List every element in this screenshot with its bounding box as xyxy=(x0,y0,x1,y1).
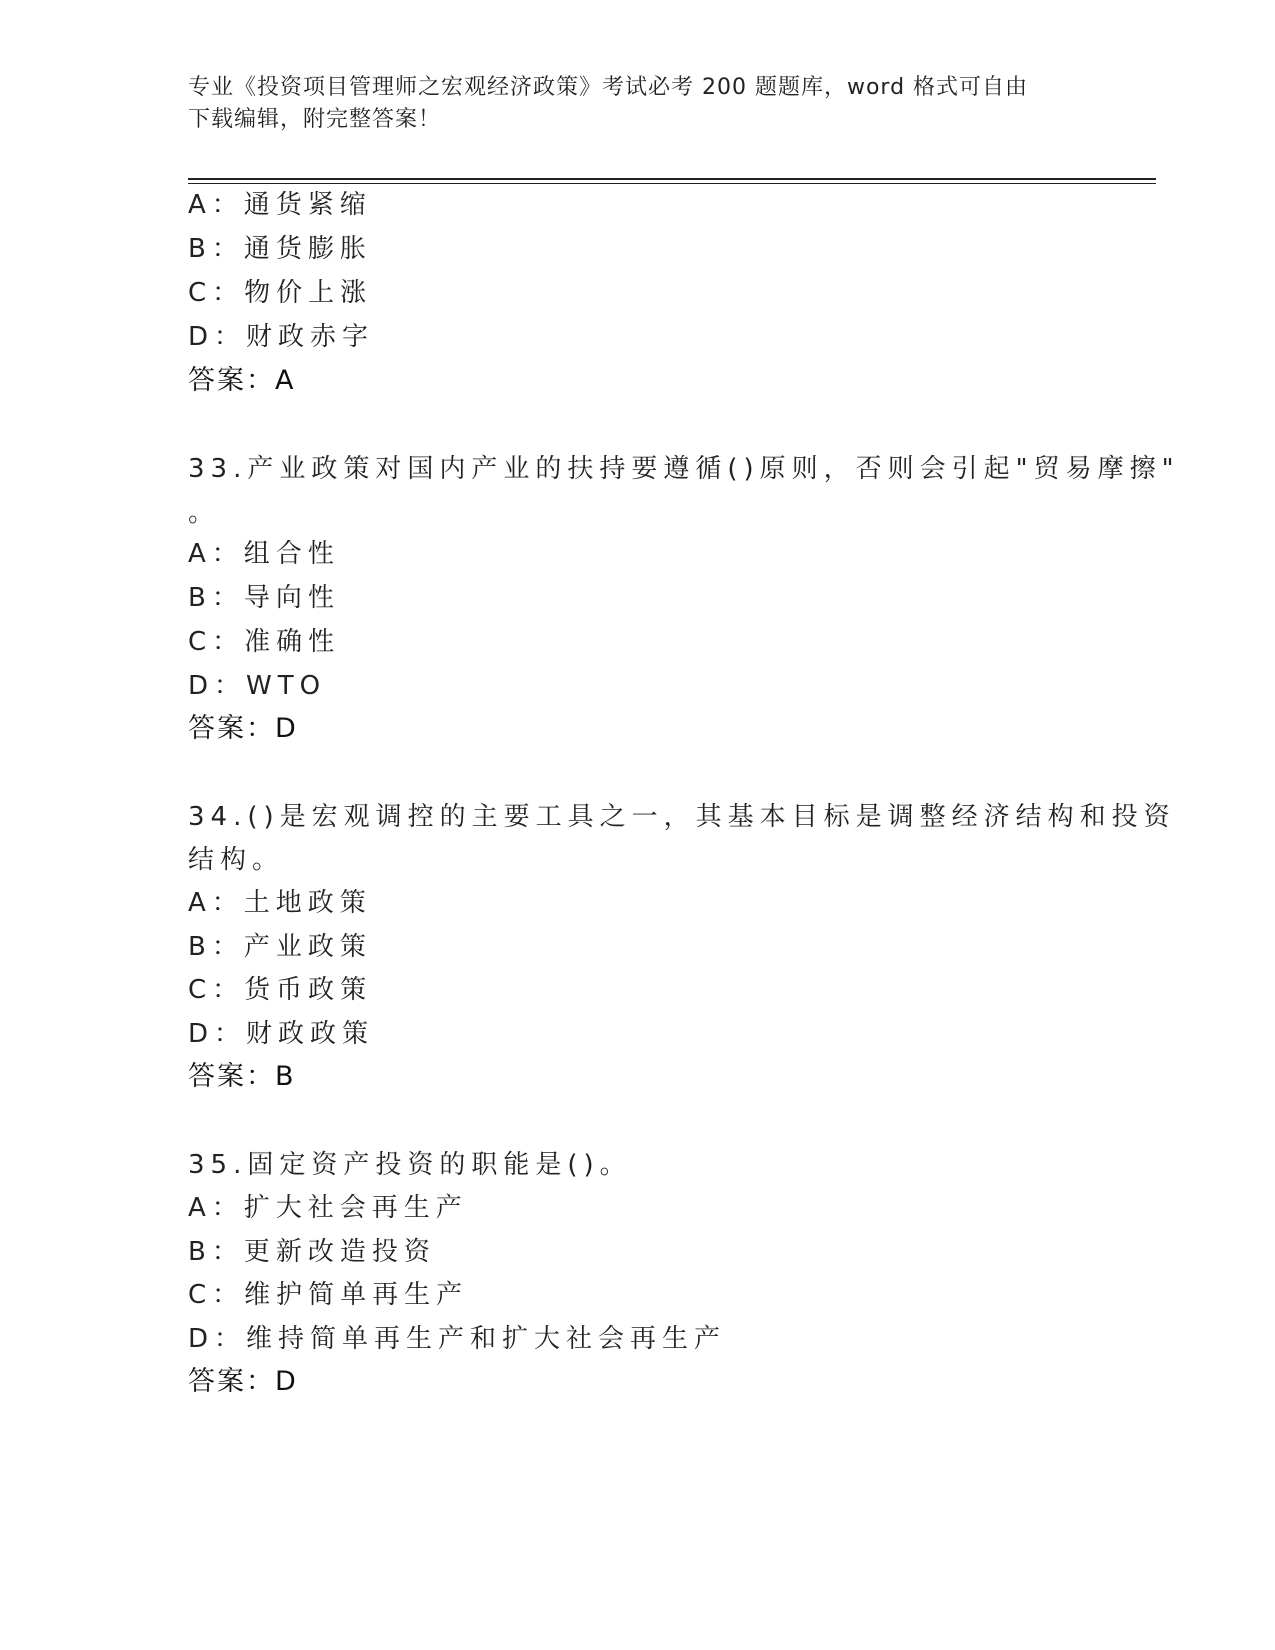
option-c: C：货币政策 xyxy=(188,975,373,1005)
intro-line-1: 专业《投资项目管理师之宏观经济政策》考试必考 200 题题库，word 格式可自由 xyxy=(188,75,1029,100)
answer-line: 答案：A xyxy=(188,365,296,396)
option-d: D：WTO xyxy=(188,671,327,701)
header-divider-thin xyxy=(188,183,1156,184)
header-divider-thick xyxy=(188,178,1156,180)
option-b: B：通货膨胀 xyxy=(188,234,372,264)
option-a: A：通货紧缩 xyxy=(188,190,372,220)
question-text-33: 33.产业政策对国内产业的扶持要遵循()原则，否则会引起"贸易摩擦" xyxy=(188,454,1180,484)
option-d: D：维持简单再生产和扩大社会再生产 xyxy=(188,1324,727,1354)
option-c: C：维护简单再生产 xyxy=(188,1280,469,1310)
option-c: C：物价上涨 xyxy=(188,278,373,308)
question-text-34-cont: 结构。 xyxy=(188,845,285,875)
option-a: A：土地政策 xyxy=(188,888,372,918)
option-d: D：财政赤字 xyxy=(188,322,375,352)
option-a: A：组合性 xyxy=(188,539,340,569)
question-text-34: 34.()是宏观调控的主要工具之一，其基本目标是调整经济结构和投资 xyxy=(188,802,1176,832)
option-a: A：扩大社会再生产 xyxy=(188,1193,468,1223)
option-b: B：导向性 xyxy=(188,583,340,613)
intro-line-2: 下载编辑，附完整答案！ xyxy=(188,107,442,132)
document-intro xyxy=(188,72,1068,136)
answer-line: 答案：B xyxy=(188,1061,296,1092)
question-text-33-cont: 。 xyxy=(188,498,221,528)
question-text-35: 35.固定资产投资的职能是()。 xyxy=(188,1150,632,1180)
answer-line: 答案：D xyxy=(188,713,298,744)
option-b: B：产业政策 xyxy=(188,932,372,962)
answer-line: 答案：D xyxy=(188,1366,298,1397)
option-d: D：财政政策 xyxy=(188,1019,375,1049)
option-c: C：准确性 xyxy=(188,627,341,657)
option-b: B：更新改造投资 xyxy=(188,1237,436,1267)
